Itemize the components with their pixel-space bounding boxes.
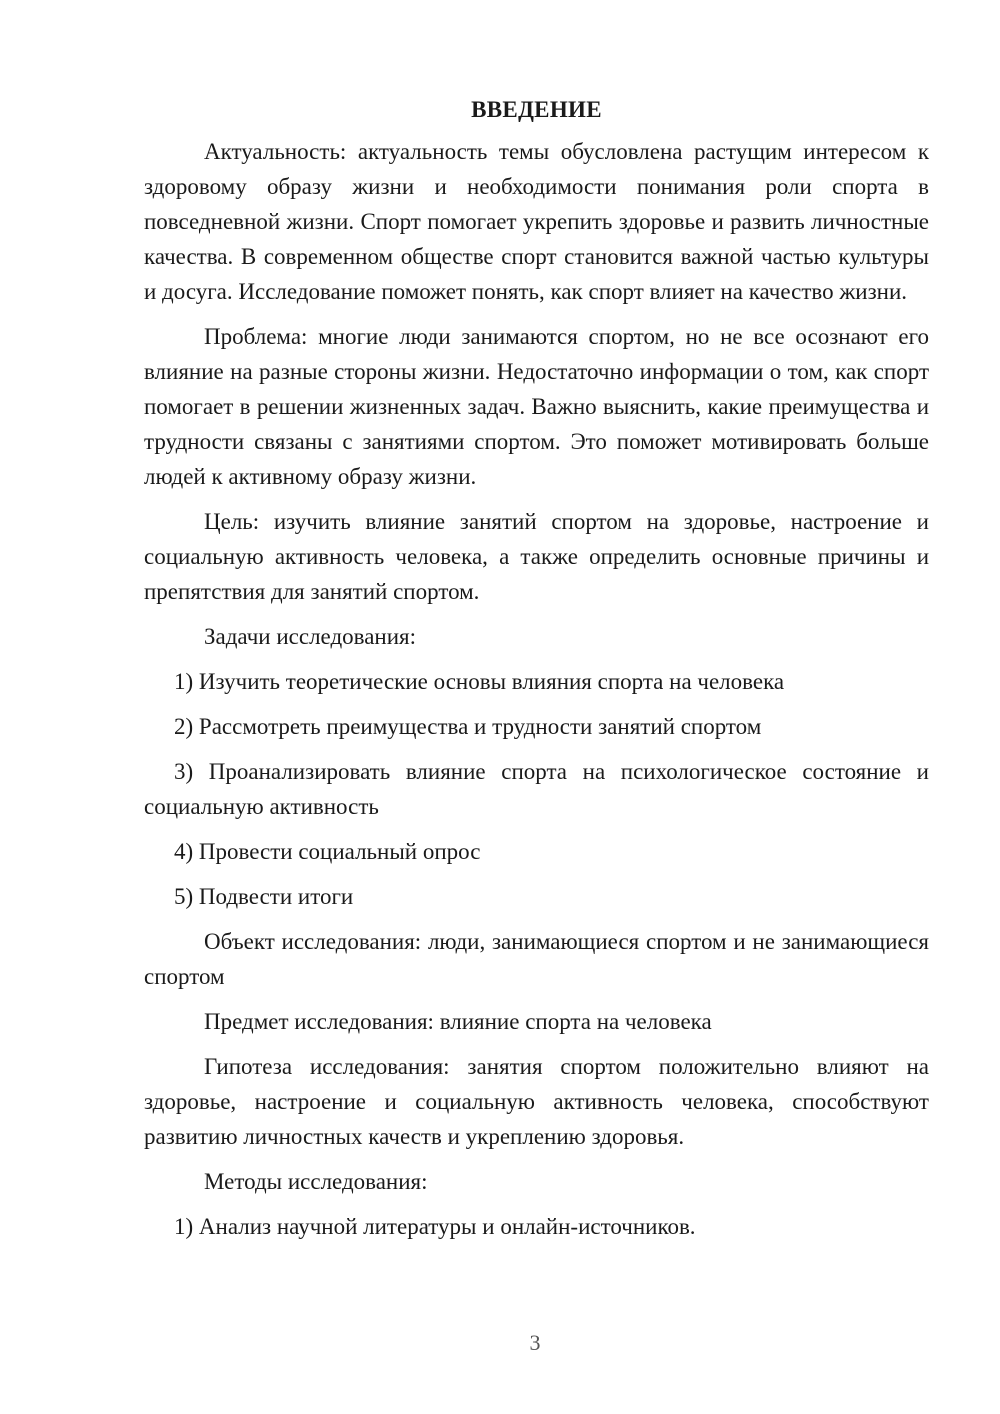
goal-paragraph: Цель: изучить влияние занятий спортом на здоровье, настроение и социальную активность человека, а также определить основные причины и препятствия для занятий спортом. — [144, 509, 929, 604]
methods-heading: Методы исследования: — [204, 1169, 428, 1194]
task-item: 1) Изучить теоретические основы влияния спорта на человека — [174, 669, 785, 694]
hypothesis-paragraph: Гипотеза исследования: занятия спортом положительно влияют на здоровье, настроение и социальную активность человека, способствуют развитию личностных качеств и укреплению здоровья. — [144, 1054, 929, 1149]
task-item: 3) Проанализировать влияние спорта на психологическое состояние и социальную активность — [144, 759, 929, 819]
task-item: 5) Подвести итоги — [174, 884, 354, 909]
problem-paragraph: Проблема: многие люди занимаются спортом, но не все осознают его влияние на разные стороны жизни. Недостаточно информации о том, как спорт помогает в решении жизненных задач. Важно выяснить, какие преимущества и трудности связаны с занятиями спортом. Это поможет мотивировать больше людей к активному образу жизни. — [144, 324, 929, 489]
task-item: 4) Провести социальный опрос — [174, 839, 481, 864]
page-title: ВВЕДЕНИЕ — [471, 97, 602, 122]
task-item: 2) Рассмотреть преимущества и трудности занятий спортом — [174, 714, 762, 739]
method-item: 1) Анализ научной литературы и онлайн-источников. — [174, 1214, 696, 1239]
page-number: 3 — [529, 1330, 541, 1355]
document-page — [144, 92, 929, 1254]
relevance-paragraph: Актуальность: актуальность темы обусловлена растущим интересом к здоровому образу жизни и необходимости понимания роли спорта в повседневной жизни. Спорт помогает укрепить здоровье и развить личностные качества. В современном обществе спорт становится важной частью культуры и досуга. Исследование поможет понять, как спорт влияет на качество жизни. — [144, 139, 929, 304]
object-paragraph: Объект исследования: люди, занимающиеся спортом и не занимающиеся спортом — [144, 929, 929, 989]
subject-paragraph: Предмет исследования: влияние спорта на человека — [204, 1009, 712, 1034]
tasks-heading: Задачи исследования: — [204, 624, 417, 649]
